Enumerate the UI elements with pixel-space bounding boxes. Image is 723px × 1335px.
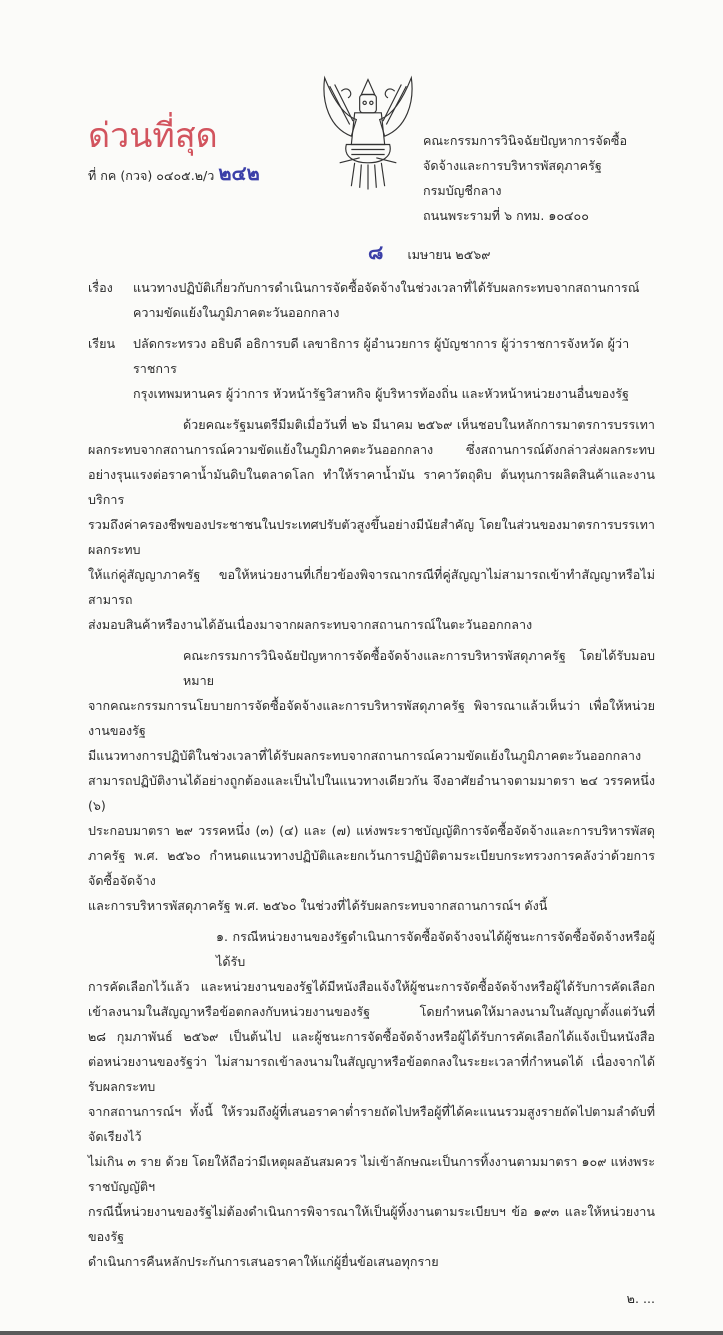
urgent-stamp: ด่วนที่สุด — [88, 116, 218, 156]
body-text — [88, 412, 655, 1274]
recipient-line: ปลัดกระทรวง อธิบดี อธิการบดี เลขาธิการ ผู้อำนวยการ ผู้บัญชาการ ผู้ว่าราชการจังหวัด ผู้ว่าราชการ — [133, 336, 630, 376]
item-1-line: การคัดเลือกไว้แล้ว และหน่วยงานของรัฐได้มีหนังสือแจ้งให้ผู้ชนะการจัดซื้อจัดจ้างหรือผู้ได้รับการคัดเลือก — [88, 979, 655, 994]
date-day: ๘ — [368, 240, 384, 264]
paragraph-2-line: จากคณะกรรมการนโยบายการจัดซื้อจัดจ้างและการบริหารพัสดุภาครัฐ พิจารณาแล้วเห็นว่า เพื่อให้หน่วยงานของรัฐ — [88, 698, 655, 738]
letter-body — [88, 240, 655, 1311]
item-1-line: ๒๘ กุมภาพันธ์ ๒๕๖๙ เป็นต้นไป และผู้ชนะการจัดซื้อจัดจ้างหรือผู้ได้รับการคัดเลือกได้แจ้งเป็นหนังสือ — [88, 1029, 655, 1044]
subject-line: ความขัดแย้งในภูมิภาคตะวันออกกลาง — [133, 305, 340, 320]
item-1 — [88, 924, 655, 1274]
letterhead — [0, 0, 723, 240]
paragraph-1-line: อย่างรุนแรงต่อราคาน้ำมันดิบในตลาดโลก ทำให้ราคาน้ำมัน ราคาวัตถุดิบ ต้นทุนการผลิตสินค้าและงานบริการ — [88, 467, 655, 507]
paragraph-1-line: ให้แก่คู่สัญญาภาครัฐ ขอให้หน่วยงานที่เกี่ยวข้องพิจารณากรณีที่คู่สัญญาไม่สามารถเข้าทำสัญญาหรือไม่สามารถ — [88, 567, 655, 607]
reference-handwritten-number: ๒๔๒ — [218, 161, 260, 185]
subject-line: แนวทางปฏิบัติเกี่ยวกับการดำเนินการจัดซื้อจัดจ้างในช่วงเวลาที่ได้รับผลกระทบจากสถานการณ์ — [133, 280, 640, 295]
item-1-line: กรณีนี้หน่วยงานของรัฐไม่ต้องดำเนินการพิจารณาให้เป็นผู้ทิ้งงานตามระเบียบฯ ข้อ ๑๙๓ และให้หน่วยงานของรัฐ — [88, 1204, 655, 1244]
paragraph-1-line: ส่งมอบสินค้าหรืองานได้อันเนื่องมาจากผลกระทบจากสถานการณ์ในตะวันออกกลาง — [88, 617, 533, 632]
paragraph-2-line: สามารถปฏิบัติงานได้อย่างถูกต้องและเป็นไปในแนวทางเดียวกัน จึงอาศัยอำนาจตามมาตรา ๒๔ วรรคหนึ่ง (๖) — [88, 773, 655, 813]
sender-address-line: คณะกรรมการวินิจฉัยปัญหาการจัดซื้อ — [423, 133, 628, 148]
item-1-line: ต่อหน่วยงานของรัฐว่า ไม่สามารถเข้าลงนามในสัญญาหรือข้อตกลงในระยะเวลาที่กำหนดได้ เนื่องจากได้รับผลกระทบ — [88, 1054, 655, 1094]
continuation-marker: ๒. ... — [626, 1291, 655, 1306]
paragraph-1-line: รวมถึงค่าครองชีพของประชาชนในประเทศปรับตัวสูงขึ้นอย่างมีนัยสำคัญ โดยในส่วนของมาตรการบรรเทาผลกระทบ — [88, 517, 655, 557]
item-1-line: จากสถานการณ์ฯ ทั้งนี้ ให้รวมถึงผู้ที่เสนอราคาต่ำรายถัดไปหรือผู้ที่ได้คะแนนรวมสูงรายถัดไปตามลำดับที่จัดเรียงไว้ — [88, 1104, 655, 1144]
recipient-row — [88, 331, 655, 406]
item-1-line: เข้าลงนามในสัญญาหรือข้อตกลงกับหน่วยงานของรัฐ โดยกำหนดให้มาลงนามในสัญญาตั้งแต่วันที่ — [88, 1004, 655, 1019]
date-month-year: เมษายน ๒๕๖๙ — [407, 247, 491, 262]
recipient-line: กรุงเทพมหานคร ผู้ว่าการ หัวหน้ารัฐวิสาหกิจ ผู้บริหารท้องถิ่น และหัวหน้าหน่วยงานอื่นของรัฐ — [133, 386, 629, 401]
paragraph-2-line: ภาครัฐ พ.ศ. ๒๕๖๐ กำหนดแนวทางปฏิบัติและยกเว้นการปฏิบัติตามระเบียบกระทรวงการคลังว่าด้วยการจัดซื้อจัดจ้าง — [88, 848, 655, 888]
subject-label: เรื่อง — [88, 280, 113, 295]
reference-prefix: ที่ กค (กวจ) ๐๔๐๕.๒/ว — [88, 168, 215, 183]
reference-number — [88, 160, 260, 189]
item-1-line: ดำเนินการคืนหลักประกันการเสนอราคาให้แก่ผู้ยื่นข้อเสนอทุกราย — [88, 1254, 439, 1269]
sender-address-line: ถนนพระรามที่ ๖ กทม. ๑๐๔๐๐ — [423, 208, 589, 223]
paragraph-2 — [88, 643, 655, 918]
sender-address — [423, 128, 713, 228]
document-date — [88, 240, 655, 267]
item-1-line: ไม่เกิน ๓ ราย ด้วย โดยให้ถือว่ามีเหตุผลอันสมควร ไม่เข้าลักษณะเป็นการทิ้งงานตามมาตรา ๑๐๙ แห่งพระราชบัญญัติฯ — [88, 1154, 655, 1194]
recipient-label: เรียน — [88, 336, 116, 351]
paragraph-2-line: มีแนวทางการปฏิบัติในช่วงเวลาที่ได้รับผลกระทบจากสถานการณ์ความขัดแย้งในภูมิภาคตะวันออกกลาง — [88, 748, 642, 763]
paragraph-2-line: คณะกรรมการวินิจฉัยปัญหาการจัดซื้อจัดจ้างและการบริหารพัสดุภาครัฐ โดยได้รับมอบหมาย — [183, 648, 655, 688]
paragraph-1-line: ด้วยคณะรัฐมนตรีมีมติเมื่อวันที่ ๒๖ มีนาคม ๒๕๖๙ เห็นชอบในหลักการมาตรการบรรเทา — [183, 417, 655, 432]
subject-row — [88, 275, 655, 325]
paragraph-2-line: และการบริหารพัสดุภาครัฐ พ.ศ. ๒๕๖๐ ในช่วงที่ได้รับผลกระทบจากสถานการณ์ฯ ดังนี้ — [88, 898, 548, 913]
sender-address-line: จัดจ้างและการบริหารพัสดุภาครัฐ — [423, 158, 602, 173]
paragraph-1 — [88, 412, 655, 637]
item-1-line: ๑. กรณีหน่วยงานของรัฐดำเนินการจัดซื้อจัดจ้างจนได้ผู้ชนะการจัดซื้อจัดจ้างหรือผู้ได้รับ — [216, 929, 655, 969]
paragraph-2-line: ประกอบมาตรา ๒๙ วรรคหนึ่ง (๓) (๔) และ (๗) แห่งพระราชบัญญัติการจัดซื้อจัดจ้างและการบริหารพัสดุ — [88, 823, 655, 838]
garuda-emblem-icon — [318, 62, 418, 202]
paragraph-1-line: ผลกระทบจากสถานการณ์ความขัดแย้งในภูมิภาคตะวันออกกลาง ซึ่งสถานการณ์ดังกล่าวส่งผลกระทบ — [88, 442, 655, 457]
sender-address-line: กรมบัญชีกลาง — [423, 183, 502, 198]
